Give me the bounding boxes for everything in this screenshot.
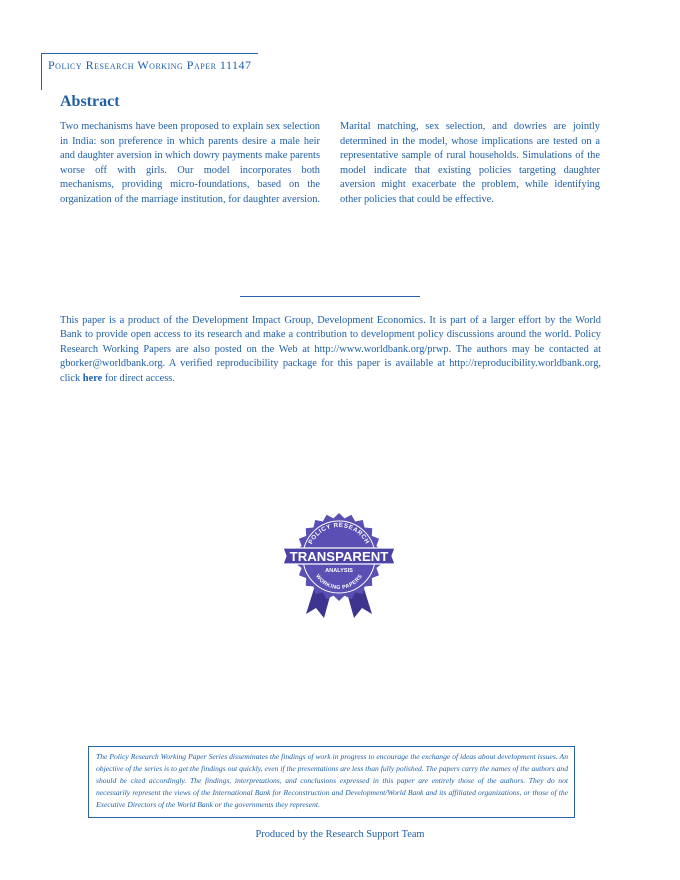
here-link[interactable]: here <box>82 372 103 384</box>
product-note-text: This paper is a product of the Development Impact Group, Development Economics. It is part of a larger effort by the World Bank to provide open access to its research and make a contribution to development policy discussions around the world. Policy Research Working Papers are also posted on the Web at http://www.worldbank.org/prwp. The authors may be contacted at gborker@worldbank.org. A verified reproducibility package for this paper is available at http://reproducibility.worldbank.org, click <box>60 315 601 384</box>
produced-by: Produced by the Research Support Team <box>255 829 425 840</box>
transparent-analysis-badge <box>282 510 396 622</box>
badge-main-text: TRANSPARENT <box>289 549 389 564</box>
badge-sub-text: ANALYSIS <box>325 568 353 574</box>
abstract-heading: Abstract <box>60 93 120 110</box>
abstract-body: Two mechanisms have been proposed to explain sex selection in India: son preference in which parents desire a male heir and daughter aversion in which dowry payments make parents worse off with girls. Our model incorporates both mechanisms, providing micro-foundations, based on the organization of the marriage institution, for daughter aversion. Marital matching, sex selection, and dowries are jointly determined in the model, whose implications are tested on a representative sample of rural households. Simulations of the model indicate that existing policies targeting daughter aversion might exacerbate the problem, while identifying other policies that could be effective. <box>60 121 600 205</box>
separator-rule <box>240 296 420 297</box>
disclaimer-text: The Policy Research Working Paper Series disseminates the findings of work in progress to encourage the exchange of ideas about development issues. An objective of the series is to get the findings out quickly, even if the presentations are less than fully polished. The papers carry the names of the authors and should be cited accordingly. The findings, interpretations, and conclusions expressed in this paper are entirely those of the authors. They do not necessarily represent the views of the International Bank for Reconstruction and Development/World Bank and its affiliated organizations, or those of the Executive Directors of the World Bank or the governments they represent. <box>96 752 568 809</box>
disclaimer-box <box>88 746 575 818</box>
badge-top-arc-text: POLICY RESEARCH <box>307 521 371 546</box>
badge-bottom-arc-text: WORKING PAPERS <box>314 573 364 592</box>
product-note <box>60 314 601 386</box>
series-label: Policy Research Working Paper 11147 <box>48 58 252 72</box>
product-note-tail: for direct access. <box>102 372 175 384</box>
